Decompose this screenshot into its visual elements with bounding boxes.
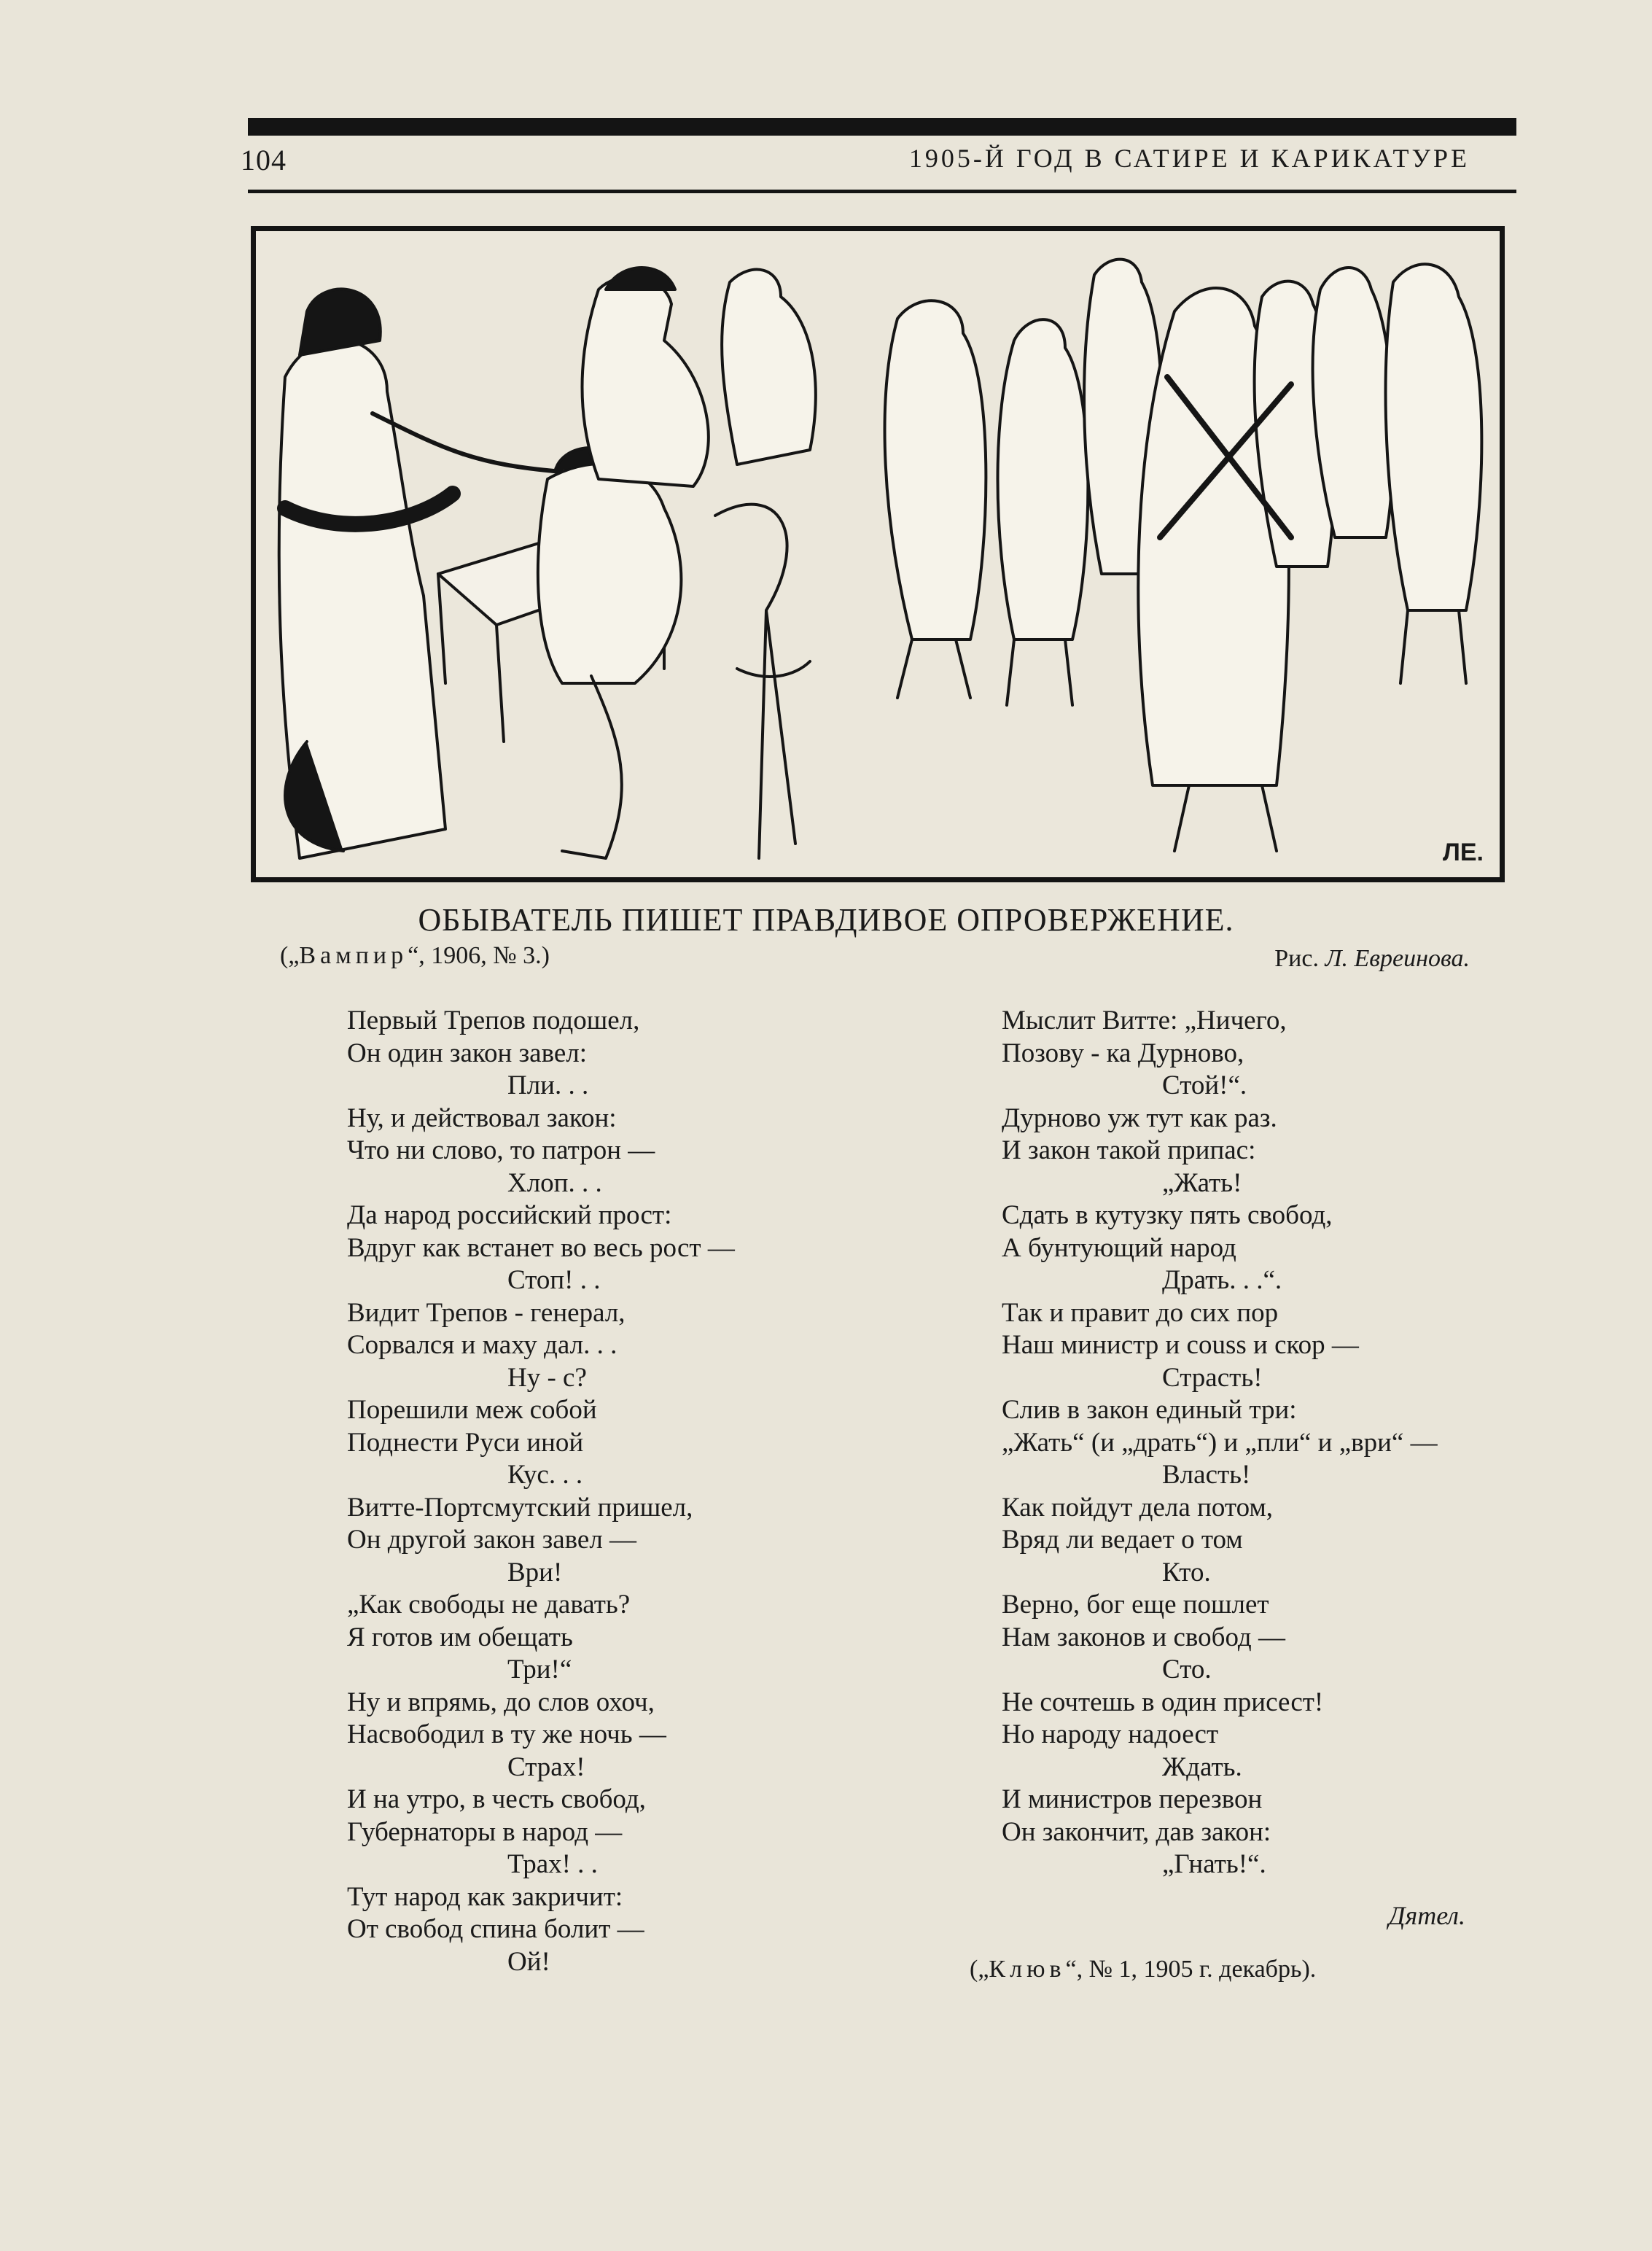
poem-line: От свобод спина болит — <box>347 1914 644 1944</box>
poem-line: Он закончит, дав закон: <box>1002 1816 1271 1847</box>
poem-line: Ну и впрямь, до слов охоч, <box>347 1687 655 1717</box>
poem-line: Он другой закон завел — <box>347 1525 637 1555</box>
poem-source-details: “, № 1, 1905 г. декабрь). <box>1065 1956 1317 1983</box>
poem-line: „Как свободы не давать? <box>347 1590 631 1620</box>
top-rule <box>248 118 1516 136</box>
poem-line: Верно, бог еще пошлет <box>1002 1590 1269 1620</box>
poem-source-journal-name: Клюв <box>989 1956 1066 1983</box>
poem-line: Пли. . . <box>507 1070 589 1100</box>
poem-line: Я готов им обещать <box>347 1622 573 1652</box>
poem-line: И на утро, в честь свобод, <box>347 1784 646 1814</box>
page-number: 104 <box>241 144 287 176</box>
poem-line: Он один закон завел: <box>347 1038 588 1068</box>
poem-line: А бунтующий народ <box>1002 1232 1236 1263</box>
poem-line: Что ни слово, то патрон — <box>347 1135 655 1165</box>
caricature-illustration <box>251 226 1505 882</box>
poem-line: Сто. <box>1162 1655 1212 1684</box>
poem-line: Позову - ка Дурново, <box>1002 1038 1244 1068</box>
credit-prefix: Рис. <box>1274 945 1325 972</box>
credit-artist: Л. Евреинова. <box>1325 945 1470 972</box>
illustrator-signature: ЛЕ. <box>1443 839 1484 866</box>
poem-column-left <box>347 1005 735 1978</box>
poem-source-open: („ <box>970 1956 989 1983</box>
poem-line: Стоп! . . <box>507 1265 601 1295</box>
poem-line: Не сочтешь в один присест! <box>1002 1687 1324 1717</box>
illustration-credit <box>1274 945 1470 973</box>
poem-line: Хлоп. . . <box>507 1167 602 1198</box>
poem-line: Власть! <box>1162 1460 1251 1490</box>
running-title: 1905-Й ГОД В САТИРЕ И КАРИКАТУРЕ <box>908 144 1470 173</box>
poem-line: Порешили меж собой <box>347 1395 597 1425</box>
poem-line: Ври! <box>507 1557 563 1587</box>
source-open: („ <box>280 942 300 969</box>
poem-line: Страсть! <box>1162 1362 1263 1393</box>
poem-column-right <box>1002 1005 1438 1881</box>
poem-line: Наш министр и couss и скор — <box>1002 1330 1359 1360</box>
poem-line: Поднести Руси иной <box>347 1427 584 1458</box>
poem-line: Трах! . . <box>507 1849 598 1879</box>
poem-line: „Гнать!“. <box>1162 1849 1266 1879</box>
illustration-source <box>280 942 550 970</box>
source-details: “, 1906, № 3.) <box>408 942 550 969</box>
poem-line: Витте-Портсмутский пришел, <box>347 1492 693 1523</box>
poem-line: И министров перезвон <box>1002 1784 1263 1814</box>
poem-line: Ждать. <box>1162 1752 1242 1782</box>
header-rule <box>248 190 1516 193</box>
poem-line: Как пойдут дела потом, <box>1002 1492 1274 1523</box>
poem-line: Да народ российский прост: <box>347 1200 672 1230</box>
poem-line: Нам законов и свобод — <box>1002 1622 1285 1652</box>
poem-line: Насвободил в ту же ночь — <box>347 1719 666 1749</box>
poem-line: Ну - с? <box>507 1362 587 1393</box>
poem-line: Ну, и действовал закон: <box>347 1103 617 1133</box>
poem-line: Драть. . .“. <box>1162 1265 1282 1295</box>
poem-line: Вдруг как встанет во весь рост — <box>347 1232 735 1263</box>
poem-line: Дурново уж тут как раз. <box>1002 1103 1277 1133</box>
poem-line: Ой! <box>507 1946 550 1977</box>
poem-line: Губернаторы в народ — <box>347 1816 623 1847</box>
poem-line: Стой!“. <box>1162 1070 1247 1100</box>
poem-line: Мыслит Витте: „Ничего, <box>1002 1006 1287 1035</box>
poem-line: Слив в закон единый три: <box>1002 1395 1297 1425</box>
poem-line: И закон такой припас: <box>1002 1135 1256 1165</box>
poem-line: Кто. <box>1162 1557 1211 1587</box>
poem-signature: Дятел. <box>1388 1901 1465 1930</box>
source-journal-name: Вампир <box>299 942 408 969</box>
poem-line: Видит Трепов - генерал, <box>347 1297 626 1328</box>
poem-line: Тут народ как закричит: <box>347 1881 623 1912</box>
poem-line: Но народу надоест <box>1002 1719 1219 1749</box>
poem-line: „Жать! <box>1162 1167 1242 1198</box>
poem-line: Три!“ <box>507 1655 572 1684</box>
poem-line: Сорвался и маху дал. . . <box>347 1330 617 1360</box>
poem-line: Первый Трепов подошел, <box>347 1006 640 1035</box>
caricature-drawing <box>256 231 1500 877</box>
poem-line: „Жать“ (и „драть“) и „пли“ и „ври“ — <box>1002 1427 1438 1458</box>
poem-line: Вряд ли ведает о том <box>1002 1525 1243 1555</box>
poem-line: Страх! <box>507 1752 585 1782</box>
poem-line: Сдать в кутузку пять свобод, <box>1002 1200 1333 1230</box>
poem-line: Так и правит до сих пор <box>1002 1297 1279 1328</box>
illustration-caption: ОБЫВАТЕЛЬ ПИШЕТ ПРАВДИВОЕ ОПРОВЕРЖЕНИЕ. <box>418 902 1234 938</box>
poem-source <box>970 1956 1316 1983</box>
poem-line: Кус. . . <box>507 1460 583 1490</box>
